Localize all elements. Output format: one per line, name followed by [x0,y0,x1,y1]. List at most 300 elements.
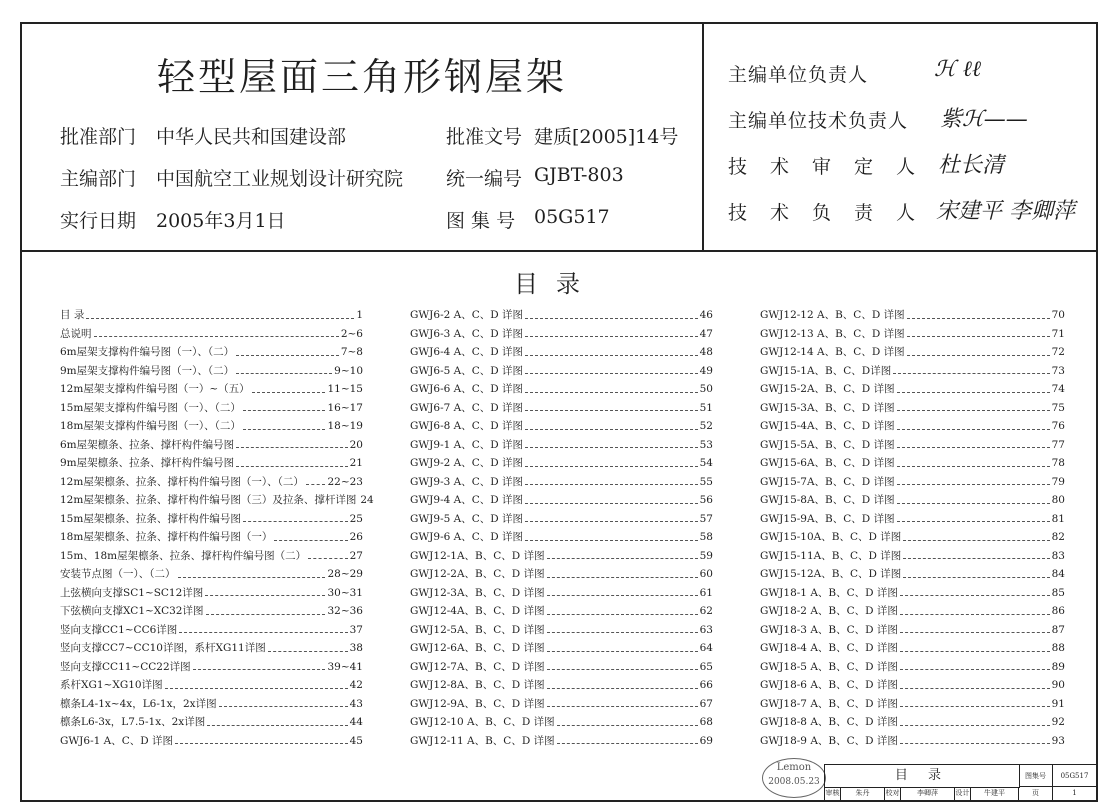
toc-entry-label: GWJ12-1A、B、C、D 详图 [410,549,545,562]
toc-entry [60,621,363,640]
toc-entry-label: GWJ6-1 A、C、D 详图 [60,734,174,747]
toc-entry-page: 72 [1051,346,1065,358]
toc-entry [60,436,363,455]
toc-leader-line [525,362,698,375]
toc-entry-page: 88 [1051,642,1065,654]
toc-leader-line [900,658,1050,671]
toc-leader-line [547,658,698,671]
toc-entry-page: 67 [699,697,713,710]
toc-leader-line [525,436,698,449]
toc-entry-page: 48 [699,346,713,358]
toc-entry [760,325,1065,344]
toc-leader-line [903,565,1049,578]
toc-entry-label: 下弦横向支撑XC1~XC32详图 [60,605,204,617]
toc-entry-page: 66 [699,679,713,691]
toc-entry-page: 39~41 [327,660,363,673]
toc-entry [60,454,363,473]
toc-column-2 [410,306,713,750]
toc-entry [60,325,363,344]
toc-leader-line [525,325,698,338]
toc-leader-line [557,732,698,745]
toc-leader-line [547,676,698,689]
toc-entry-page: 50 [699,383,713,395]
toc-entry-page: 20 [349,438,363,451]
toc-leader-line [900,713,1050,726]
toc-entry [760,436,1065,455]
toc-entry [760,528,1065,547]
toc-entry-page: 81 [1051,512,1065,525]
toc-entry [60,380,363,399]
toc-entry [60,584,363,603]
toc-entry [60,676,363,695]
toc-entry-page: 62 [699,605,713,617]
toc-entry [760,417,1065,436]
toc-entry-page: 70 [1051,309,1065,321]
toc-entry-label: GWJ12-12 A、B、C、D 详图 [760,309,905,321]
signature-tech-lead-unit: 紫ℋ—— [940,107,1028,132]
toc-entry-label: 檩条L4-1x~4x，L6-1x，2x详图 [60,697,217,710]
toc-entry-label: GWJ15-1A、B、C、D详图 [760,364,892,377]
toc-entry-label: GWJ15-7A、B、C、D 详图 [760,475,895,488]
toc-entry-label: GWJ6-8 A、C、D 详图 [410,420,524,432]
toc-leader-line [547,621,698,634]
toc-leader-line [207,713,347,726]
toc-entry-page: 76 [1051,420,1065,432]
toc-leader-line [897,491,1050,504]
toc-entry-page: 51 [699,401,713,414]
toc-entry-page: 60 [699,568,713,580]
toc-entry-label: GWJ15-12A、B、C、D 详图 [760,568,902,580]
toc-entry [760,621,1065,640]
toc-entry [760,362,1065,381]
toc-entry-page: 16~17 [327,401,363,414]
toc-entry-page: 30~31 [327,586,363,599]
toc-entry-label: GWJ9-6 A、C、D 详图 [410,531,524,543]
toc-entry [760,584,1065,603]
toc-entry-page: 55 [699,475,713,488]
approving-dept: 中华人民共和国建设部 [156,126,347,148]
toc-leader-line [236,343,339,356]
toc-entry-label: GWJ18-3 A、B、C、D 详图 [760,623,898,636]
editing-dept: 中国航空工业规划设计研究院 [156,168,404,190]
toc-entry [60,473,363,492]
tb-page-no: 1 [1053,787,1097,801]
toc-entry [760,306,1065,325]
toc-entry [760,695,1065,714]
toc-entry-label: GWJ12-13 A、B、C、D 详图 [760,327,905,340]
toc-leader-line [306,473,326,486]
toc-entry-label: 18m屋架支撑构件编号图（一）、（二） [60,420,241,432]
toc-entry-page: 45 [349,734,363,747]
toc-leader-line [268,639,348,652]
toc-entry-page: 32~36 [327,605,363,617]
toc-entry-page: 89 [1051,660,1065,673]
toc-entry-label: GWJ6-6 A、C、D 详图 [410,383,524,395]
toc-entry-label: GWJ18-7 A、B、C、D 详图 [760,697,898,710]
toc-entry [60,695,363,714]
toc-entry [410,547,713,566]
toc-leader-line [274,528,347,541]
toc-entry-page: 11~15 [327,383,363,395]
toc-entry-page: 38 [349,642,363,654]
toc-entry [60,658,363,677]
sheet-name: 目 录 [825,765,1020,788]
atlas-no-label: 图 集 号 [446,210,516,232]
toc-entry-label: GWJ12-5A、B、C、D 详图 [410,623,545,636]
toc-leader-line [907,343,1050,356]
toc-entry-label: GWJ15-4A、B、C、D 详图 [760,420,895,432]
toc-entry-page: 58 [699,531,713,543]
toc-entry-page: 61 [699,586,713,599]
toc-entry [760,454,1065,473]
toc-entry-page: 71 [1051,327,1065,340]
toc-entry [760,343,1065,362]
toc-entry [60,547,363,566]
toc-leader-line [547,639,698,652]
toc-entry-label: 檩条L6-3x，L7.5-1x、2x详图 [60,716,206,728]
tb-check-label: 校对 [885,787,901,801]
toc-entry-label: GWJ18-9 A、B、C、D 详图 [760,734,898,747]
toc-column-3 [760,306,1065,750]
toc-entry-label: GWJ15-3A、B、C、D 详图 [760,401,895,414]
toc-entry-label: 12m屋架檩条、拉条、撑杆构件编号图（三）及拉条、撑杆详图 [60,494,357,506]
toc-entry-page: 28~29 [327,568,363,580]
toc-leader-line [243,510,348,523]
toc-entry-page: 26 [349,531,363,543]
reviewer-stamp [762,758,826,798]
toc-entry [410,695,713,714]
toc-entry [60,639,363,658]
toc-leader-line [236,362,332,375]
toc-leader-line [900,732,1050,745]
toc-entry-label: GWJ9-4 A、C、D 详图 [410,494,524,506]
toc-leader-line [243,417,326,430]
toc-entry [410,676,713,695]
toc-entry-label: GWJ15-11A、B、C、D 详图 [760,549,902,562]
toc-entry-label: GWJ9-5 A、C、D 详图 [410,512,524,525]
toc-entry-label: GWJ15-9A、B、C、D 详图 [760,512,895,525]
toc-entry-label: GWJ12-11 A、B、C、D 详图 [410,734,555,747]
toc-leader-line [525,306,698,319]
toc-entry [60,399,363,418]
toc-entry-label: GWJ18-5 A、B、C、D 详图 [760,660,898,673]
toc-leader-line [525,399,698,412]
toc-leader-line [897,436,1050,449]
toc-entry [410,584,713,603]
toc-entry-page: 82 [1051,531,1065,543]
toc-entry [410,417,713,436]
toc-entry [760,565,1065,584]
toc-entry-label: GWJ12-8A、B、C、D 详图 [410,679,545,691]
unified-no: GJBT-803 [534,164,624,186]
toc-leader-line [525,491,698,504]
signature-tech-lead: 宋建平 李卿萍 [936,199,1075,224]
toc-leader-line [308,547,347,560]
toc-entry [60,417,363,436]
toc-entry [60,602,363,621]
title-block [824,764,1097,801]
toc-entry-page: 59 [699,549,713,562]
toc-leader-line [897,380,1050,393]
toc-entry-page: 90 [1051,679,1065,691]
toc-leader-line [525,510,698,523]
toc-leader-line [165,676,348,689]
toc-entry-label: GWJ6-4 A、C、D 详图 [410,346,524,358]
toc-entry-page: 22~23 [327,475,363,488]
toc-leader-line [897,510,1050,523]
toc-entry-label: GWJ18-4 A、B、C、D 详图 [760,642,898,654]
toc-entry-label: 总说明 [60,327,92,340]
toc-entry-label: GWJ15-8A、B、C、D 详图 [760,494,895,506]
toc-entry [60,732,363,751]
approving-dept-label: 批准部门 [60,126,137,148]
toc-entry-page: 47 [699,327,713,340]
toc-leader-line [907,325,1050,338]
toc-entry-page: 69 [699,734,713,747]
toc-leader-line [525,454,698,467]
toc-entry [60,306,363,325]
toc-entry-label: GWJ18-2 A、B、C、D 详图 [760,605,898,617]
toc-entry-page: 57 [699,512,713,525]
toc-entry [410,306,713,325]
toc-entry-page: 2~6 [340,327,363,340]
toc-leader-line [897,417,1050,430]
toc-entry [760,547,1065,566]
toc-entry [410,454,713,473]
toc-entry-page: 53 [699,438,713,451]
toc-entry [60,362,363,381]
toc-leader-line [205,584,325,597]
toc-entry [410,380,713,399]
signature-tech-reviewer: 杜长清 [938,153,1005,178]
toc-entry [410,602,713,621]
toc-entry-label: GWJ12-9A、B、C、D 详图 [410,697,545,710]
toc-entry [760,676,1065,695]
toc-entry [760,658,1065,677]
toc-entry [410,732,713,751]
toc-leader-line [907,306,1050,319]
toc-entry [410,473,713,492]
toc-entry-label: 上弦横向支撑SC1~SC12详图 [60,586,204,599]
toc-entry [60,491,374,510]
approval-no: 建质[2005]14号 [534,126,679,148]
tb-design-label: 设计 [955,787,971,801]
toc-entry [410,565,713,584]
toc-entry-page: 87 [1051,623,1065,636]
toc-entry-label: 9m屋架檩条、拉条、撑杆构件编号图 [60,457,235,469]
toc-leader-line [525,417,698,430]
effective-date-label: 实行日期 [60,210,137,232]
toc-entry-page: 9~10 [334,364,363,377]
toc-entry-label: 9m屋架支撑构件编号图（一）、（二） [60,364,235,377]
toc-leader-line [897,454,1050,467]
toc-entry-label: 竖向支撑CC1~CC6详图 [60,623,178,636]
toc-entry-page: 77 [1051,438,1065,451]
toc-entry-page: 85 [1051,586,1065,599]
atlas-no: 05G517 [534,206,610,228]
toc-leader-line [547,602,698,615]
toc-leader-line [193,658,326,671]
toc-entry-label: GWJ12-4A、B、C、D 详图 [410,605,545,617]
toc-entry-page: 68 [699,716,713,728]
tb-review-label: 审核 [825,787,841,801]
toc-leader-line [86,306,354,319]
toc-entry-label: GWJ6-3 A、C、D 详图 [410,327,524,340]
signature-panel [702,24,1098,252]
toc-entry [410,510,713,529]
toc-entry [760,380,1065,399]
toc-entry-page: 52 [699,420,713,432]
toc-entry-label: GWJ6-5 A、C、D 详图 [410,364,524,377]
toc-entry [410,325,713,344]
toc-entry [760,713,1065,732]
toc-leader-line [900,676,1050,689]
toc-entry-label: 12m屋架檩条、拉条、撑杆构件编号图（一）、（二） [60,475,304,488]
sig-label-tech-lead: 技术负责人 [728,202,939,224]
toc-entry-label: 竖向支撑CC7~CC10详图，系杆XG11详图 [60,642,266,654]
toc-entry-page: 18~19 [327,420,363,432]
toc-entry-page: 37 [349,623,363,636]
toc-entry [760,732,1065,751]
toc-entry-label: GWJ15-10A、B、C、D 详图 [760,531,902,543]
toc-leader-line [900,602,1050,615]
toc-entry-page: 49 [699,364,713,377]
toc-entry [410,621,713,640]
toc-entry-page: 63 [699,623,713,636]
toc-entry-label: GWJ12-2A、B、C、D 详图 [410,568,545,580]
toc-entry-label: GWJ15-6A、B、C、D 详图 [760,457,895,469]
toc-entry-page: 1 [356,309,363,321]
toc-entry [760,639,1065,658]
stamp-name: Lemon [776,762,812,773]
toc-entry-label: GWJ18-6 A、B、C、D 详图 [760,679,898,691]
toc-entry-page: 44 [349,716,363,728]
toc-entry [410,343,713,362]
toc-leader-line [525,380,698,393]
toc-entry-label: GWJ12-6A、B、C、D 详图 [410,642,545,654]
toc-entry [410,362,713,381]
toc-entry-page: 83 [1051,549,1065,562]
toc-leader-line [900,584,1050,597]
toc-entry-label: GWJ12-10 A、B、C、D 详图 [410,716,555,728]
toc-entry [410,528,713,547]
toc-entry-label: 目 录 [60,309,85,321]
toc-entry-page: 21 [349,457,363,469]
toc-entry [410,658,713,677]
toc-entry-label: GWJ9-2 A、C、D 详图 [410,457,524,469]
toc-entry [60,510,363,529]
toc-entry-label: 15m屋架檩条、拉条、撑杆构件编号图 [60,512,241,525]
toc-entry-page: 92 [1051,716,1065,728]
toc-entry-label: 6m屋架檩条、拉条、撑杆构件编号图 [60,438,235,451]
toc-title: 目录 [514,270,598,298]
toc-leader-line [897,473,1050,486]
toc-entry-page: 24 [360,494,374,506]
toc-entry [60,528,363,547]
toc-leader-line [557,713,698,726]
toc-entry [410,491,713,510]
toc-entry [410,713,713,732]
toc-entry-page: 78 [1051,457,1065,469]
toc-entry-label: 12m屋架支撑构件编号图（一）~（五） [60,383,250,395]
effective-date: 2005年3月1日 [156,210,286,232]
toc-leader-line [252,380,326,393]
sig-label-tech-reviewer: 技术审定人 [728,156,939,178]
toc-entry [410,399,713,418]
toc-entry [410,639,713,658]
toc-leader-line [219,695,348,708]
toc-entry-page: 7~8 [340,346,363,358]
toc-entry-label: 6m屋架支撑构件编号图（一）、（二） [60,346,235,358]
toc-leader-line [547,695,698,708]
toc-entry-page: 74 [1051,383,1065,395]
toc-entry [760,399,1065,418]
toc-leader-line [236,436,347,449]
sig-label-chief-unit: 主编单位负责人 [728,64,869,86]
toc-leader-line [179,621,347,634]
toc-leader-line [900,621,1050,634]
toc-entry-page: 65 [699,660,713,673]
tb-atlas-no: 05G517 [1053,765,1097,787]
toc-entry-label: 竖向支撑CC11~CC22详图 [60,660,191,673]
toc-entry-label: 系杆XG1~XG10详图 [60,679,163,691]
toc-entry-page: 64 [699,642,713,654]
toc-entry-label: GWJ6-2 A、C、D 详图 [410,309,524,321]
toc-entry-label: 18m屋架檩条、拉条、撑杆构件编号图（一） [60,531,273,543]
toc-entry-page: 46 [699,309,713,321]
toc-entry-label: GWJ18-1 A、B、C、D 详图 [760,586,898,599]
toc-leader-line [893,362,1049,375]
toc-entry-page: 25 [349,512,363,525]
toc-entry-label: 15m屋架支撑构件编号图（一）、（二） [60,401,241,414]
tb-review-name: 朱丹 [841,787,885,801]
toc-entry-page: 27 [349,549,363,562]
toc-entry [760,510,1065,529]
toc-entry [760,473,1065,492]
toc-entry-page: 79 [1051,475,1065,488]
toc-entry-page: 91 [1051,697,1065,710]
stamp-date: 2008.05.23 [768,777,820,787]
toc-entry-page: 54 [699,457,713,469]
toc-entry-label: GWJ12-3A、B、C、D 详图 [410,586,545,599]
toc-leader-line [94,325,339,338]
sig-label-tech-lead-unit: 主编单位技术负责人 [728,110,909,132]
toc-leader-line [547,584,698,597]
toc-entry-label: 15m、18m屋架檩条、拉条、撑杆构件编号图（二） [60,549,307,562]
toc-leader-line [206,602,326,615]
toc-entry-page: 75 [1051,401,1065,414]
toc-entry-label: GWJ9-1 A、C、D 详图 [410,438,524,451]
unified-no-label: 统一编号 [446,168,523,190]
toc-leader-line [900,639,1050,652]
toc-entry-label: GWJ15-2A、B、C、D 详图 [760,383,895,395]
toc-entry [760,602,1065,621]
signature-chief-unit: ℋ ℓℓ [934,57,982,82]
toc-entry [760,491,1065,510]
atlas-title: 轻型屋面三角形钢屋架 [156,55,567,99]
toc-entry [410,436,713,455]
toc-entry-page: 43 [349,697,363,710]
toc-entry [60,713,363,732]
toc-entry-page: 73 [1051,364,1065,377]
toc-leader-line [903,547,1049,560]
toc-entry-page: 42 [349,679,363,691]
toc-leader-line [525,528,698,541]
tb-page-label: 页 [1019,787,1053,801]
toc-leader-line [547,547,698,560]
toc-leader-line [900,695,1050,708]
toc-leader-line [525,343,698,356]
